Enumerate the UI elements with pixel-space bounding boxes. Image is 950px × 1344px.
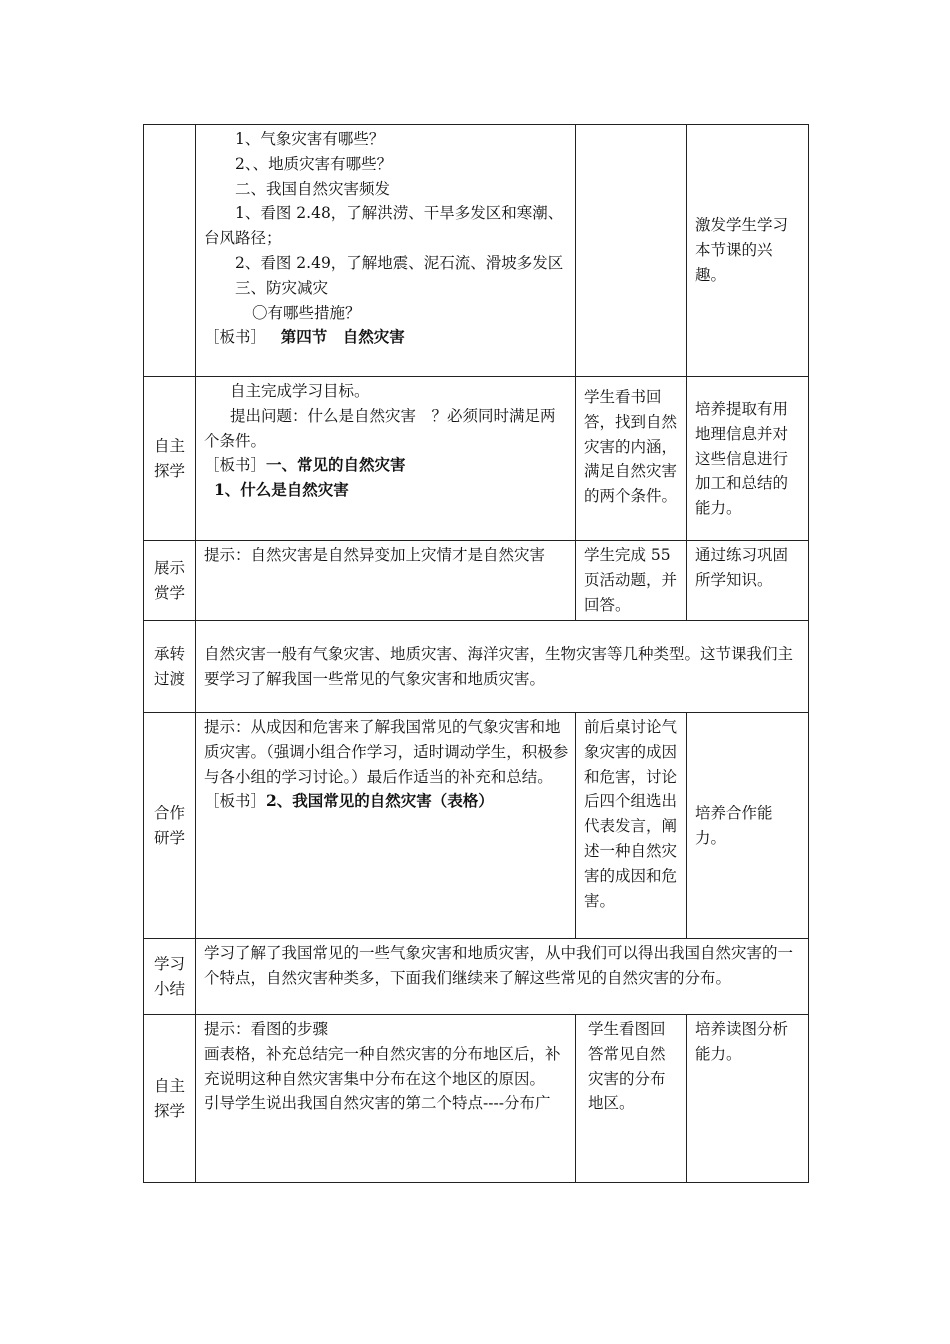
table-row — [144, 713, 809, 939]
table-row — [144, 125, 809, 377]
content-line: 提出问题：什么是自然灾害 ？必须同时满足两个条件。 — [204, 406, 556, 450]
task-item: 1、看图 2.48，了解洪涝、干旱多发区和寒潮、台风路径； — [204, 204, 564, 248]
content-line: 提示：看图的步骤 — [204, 1020, 329, 1038]
stage-cell: 展示赏学 — [144, 541, 196, 621]
board-heading: 一、常见的自然灾害 — [266, 455, 406, 475]
board-label: ［板书］ — [204, 456, 267, 475]
student-cell: 学生看图回答常见自然灾害的分布地区。 — [576, 1015, 687, 1183]
content-cell — [196, 1015, 576, 1183]
stage-cell — [144, 125, 196, 377]
board-label: ［板书］ — [204, 792, 267, 811]
content-cell — [196, 377, 576, 541]
table-row — [144, 377, 809, 541]
content-cell: 提示：自然灾害是自然异变加上灾情才是自然灾害 — [196, 541, 576, 621]
lesson-plan-table — [143, 124, 809, 1183]
question-item: 1、气象灾害有哪些？ — [235, 130, 385, 148]
board-note — [204, 325, 569, 350]
table-row — [144, 939, 809, 1015]
board-note — [204, 453, 569, 478]
purpose-text: 培养合作能力。 — [695, 803, 773, 847]
board-heading: 2、我国常见的自然灾害（表格） — [266, 791, 494, 811]
table-row — [144, 1015, 809, 1183]
task-item: 2、看图 2.49，了解地震、泥石流、滑坡多发区 — [235, 253, 564, 272]
stage-cell: 自主探学 — [144, 1015, 196, 1183]
stage-cell: 合作研学 — [144, 713, 196, 939]
board-label: ［板书］ — [204, 328, 267, 347]
purpose-cell — [687, 125, 809, 377]
content-line: 引导学生说出我国自然灾害的第二个特点----分布广 — [204, 1094, 551, 1113]
board-title: 第四节 自然灾害 — [280, 327, 405, 347]
section-heading: 二、我国自然灾害频发 — [235, 179, 391, 198]
table-row — [144, 541, 809, 621]
content-cell — [196, 713, 576, 939]
purpose-text: 激发学生学习本节课的兴趣。 — [695, 216, 789, 284]
board-subheading: 1、什么是自然灾害 — [214, 480, 349, 500]
content-line: 提示：从成因和危害来了解我国常见的气象灾害和地质灾害。（强调小组合作学习，适时调动学生，积极参与各小组的学习讨论。）最后作适当的补充和总结。 — [204, 718, 569, 786]
content-line: 画表格，补充总结完一种自然灾害的分布地区后，补充说明这种自然灾害集中分布在这个地区的原因。 — [204, 1044, 561, 1088]
content-cell — [196, 125, 576, 377]
student-cell: 前后桌讨论气象灾害的成因和危害，讨论后四个组选出代表发言，阐述一种自然灾害的成因和危害。 — [576, 713, 687, 939]
stage-cell: 学习小结 — [144, 939, 196, 1015]
content-line: 自主完成学习目标。 — [230, 382, 370, 400]
section-heading: 三、防灾减灾 — [235, 278, 329, 297]
content-cell: 学习了解了我国常见的一些气象灾害和地质灾害，从中我们可以得出我国自然灾害的一个特点，自然灾害种类多，下面我们继续来了解这些常见的自然灾害的分布。 — [196, 939, 809, 1015]
stage-cell: 承转过渡 — [144, 621, 196, 713]
stage-cell: 自主探学 — [144, 377, 196, 541]
board-note — [204, 789, 569, 814]
student-cell: 学生完成 55 页活动题，并回答。 — [576, 541, 687, 621]
student-cell: 学生看书回答，找到自然灾害的内涵，满足自然灾害的两个条件。 — [576, 377, 687, 541]
question-item: 2、、地质灾害有哪些？ — [235, 154, 393, 173]
purpose-cell: 培养提取有用地理信息并对这些信息进行加工和总结的能力。 — [687, 377, 809, 541]
purpose-cell: 通过练习巩固所学知识。 — [687, 541, 809, 621]
student-cell — [576, 125, 687, 377]
question-item: 〇有哪些措施？ — [252, 303, 361, 322]
purpose-cell — [687, 713, 809, 939]
table-row — [144, 621, 809, 713]
purpose-cell: 培养读图分析能力。 — [687, 1015, 809, 1183]
content-cell: 自然灾害一般有气象灾害、地质灾害、海洋灾害，生物灾害等几种类型。这节课我们主要学习了解我国一些常见的气象灾害和地质灾害。 — [196, 621, 809, 713]
